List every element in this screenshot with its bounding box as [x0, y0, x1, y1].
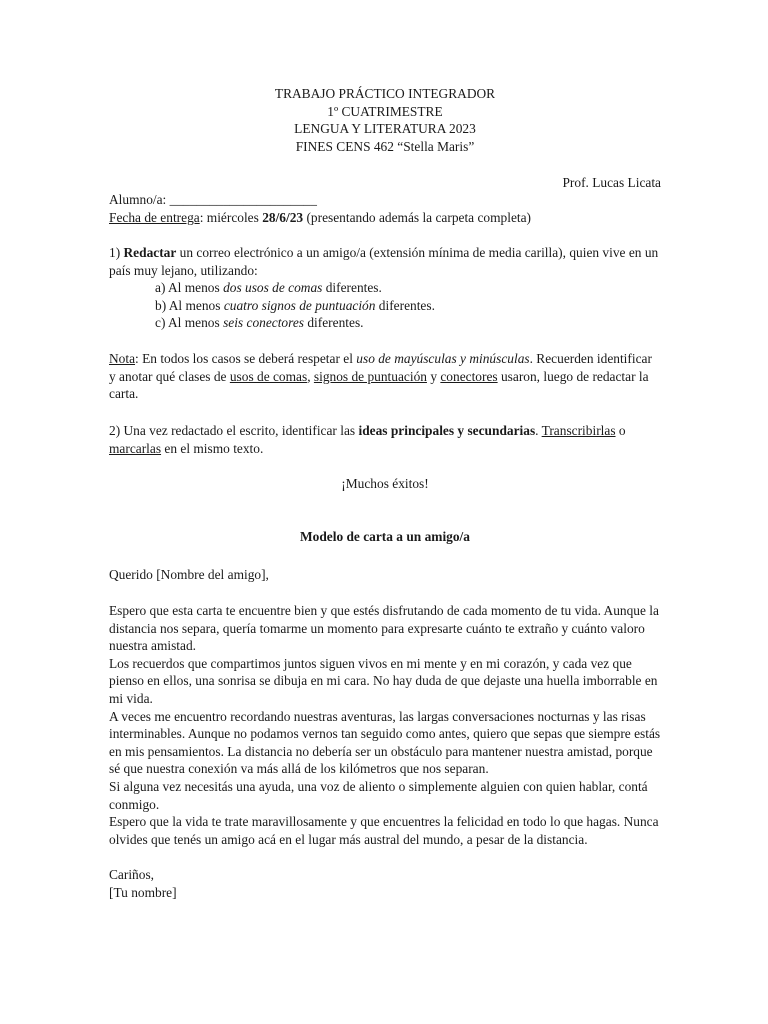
task-1-item-a: a) Al menos dos usos de comas diferentes. — [155, 280, 382, 295]
task-1-verb: Redactar — [123, 245, 177, 260]
student-line — [109, 191, 661, 209]
header-title: TRABAJO PRÁCTICO INTEGRADOR — [274, 86, 496, 101]
task-1-number: 1) — [109, 245, 124, 260]
delivery-label: Fecha de entrega — [109, 210, 200, 225]
document-header — [109, 85, 661, 155]
delivery-rest: (presentando además la carpeta completa) — [303, 210, 532, 225]
task-2: 2) Una vez redactado el escrito, identificar las ideas principales y secundarias. Transcribirlas o marcarlas en el mismo texto. — [109, 423, 626, 456]
header-subject: LENGUA Y LITERATURA 2023 — [294, 121, 476, 137]
letter-paragraph: Si alguna vez necesitás una ayuda, una voz de aliento o simplemente alguien con quien hablar, contá conmigo. — [109, 778, 648, 812]
letter-paragraph: Espero que la vida te trate maravillosamente y que encuentres la felicidad en todo lo que hagas. Nunca olvides que tenés un amigo acá en el lugar más austral del mundo, a pesar de la distancia. — [109, 814, 659, 847]
header-school: FINES CENS 462 “Stella Maris” — [295, 138, 475, 154]
letter-paragraph: Los recuerdos que compartimos juntos siguen vivos en mi mente y en mi corazón, y cada vez que pienso en ellos, una sonrisa se dibuja en mi cara. No hay duda de que dejaste una huella imborrable en mi vida. — [109, 655, 658, 706]
good-luck-text: ¡Muchos éxitos! — [341, 476, 429, 491]
task-1-list — [155, 279, 655, 332]
letter-paragraph: Espero que esta carta te encuentre bien y que estés disfrutando de cada momento de tu vida. Aunque la distancia nos separa, quería tomarme un momento para expresarte cuánto te extraño y cuánto valoro nuestra amistad. — [109, 603, 659, 654]
student-label: Alumno/a: — [109, 192, 170, 207]
task-1 — [109, 244, 661, 279]
student-blank: ______________________ — [169, 192, 317, 207]
note-paragraph: Nota: En todos los casos se deberá respetar el uso de mayúsculas y minúsculas. Recuerden identificar y anotar qué clases de usos de comas, signos de puntuación y conectores usaron, luego de redactar la carta. — [109, 351, 652, 402]
professor-name: Prof. Lucas Licata — [562, 175, 661, 190]
letter-closing: Cariños, — [109, 867, 155, 882]
delivery-colon: : miércoles — [199, 210, 263, 225]
note-label: Nota — [109, 351, 136, 366]
task-1-item-b: b) Al menos cuatro signos de puntuación diferentes. — [155, 297, 435, 313]
letter-paragraph: A veces me encuentro recordando nuestras aventuras, las largas conversaciones nocturnas y las risas interminables. Aunque no podamos vernos tan seguido como antes, quiero que sepas que siempre estás en mis pensamientos. La distancia no debería ser un obstáculo para mantener nuestra amistad, porque sé que nuestra conexión va más allá de los kilómetros que nos separan. — [109, 708, 661, 777]
delivery-date: 28/6/23 — [262, 210, 304, 225]
header-term: 1º CUATRIMESTRE — [327, 103, 443, 119]
model-title: Modelo de carta a un amigo/a — [300, 529, 470, 544]
task-1-text: un correo electrónico a un amigo/a (extensión mínima de media carilla), quien vive en un país muy lejano, utilizando: — [109, 245, 659, 278]
letter-body — [109, 602, 661, 848]
task-1-item-c: c) Al menos seis conectores diferentes. — [155, 315, 364, 331]
letter-signature: [Tu nombre] — [109, 885, 177, 900]
letter-greeting: Querido [Nombre del amigo], — [109, 567, 269, 582]
delivery-line — [109, 209, 661, 227]
